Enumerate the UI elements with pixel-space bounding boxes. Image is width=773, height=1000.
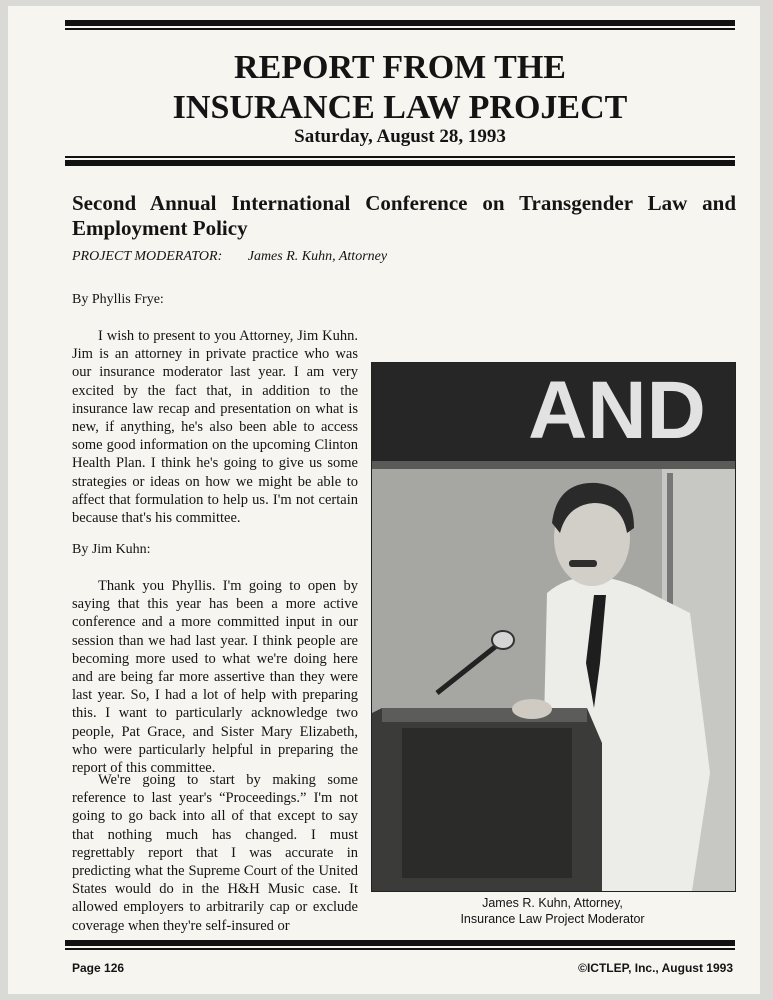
top-rule-thin xyxy=(65,28,735,30)
microphone xyxy=(492,631,514,649)
masthead-line-1: REPORT FROM THE xyxy=(234,49,566,86)
conference-title: Second Annual International Conference on Transgender Law and Employment Policy xyxy=(72,191,736,240)
document-page xyxy=(8,6,760,994)
page-number: Page 126 xyxy=(72,961,125,975)
article-paragraph-3 xyxy=(72,771,358,935)
footer-rule-thin xyxy=(65,948,735,950)
footer-rule xyxy=(65,940,735,946)
top-rule xyxy=(65,20,735,26)
byline-kuhn: By Jim Kuhn: xyxy=(72,542,151,557)
caption-line-2: Insurance Law Project Moderator xyxy=(460,912,645,926)
caption-line-1: James R. Kuhn, Attorney, xyxy=(482,896,623,910)
project-moderator xyxy=(72,249,387,265)
masthead-rule xyxy=(65,160,735,166)
article-paragraph-1 xyxy=(72,327,358,527)
photo-caption xyxy=(371,895,734,927)
paragraph-text: We're going to start by making some reference to last year's “Proceedings.” I'm not going to go back into all of that except to say that nothing much has changed. I must regrettably report that I was accurate in predicting what the Supreme Court of the United States would do in the H&H Music case. It allowed employers to arbitrarily cap or exclude coverage when they're self-insured or xyxy=(72,772,358,934)
speaker-photo xyxy=(371,362,736,892)
banner-sign-text: AND xyxy=(528,365,706,456)
masthead-rule-thin xyxy=(65,156,735,158)
moderator-label: PROJECT MODERATOR: xyxy=(72,249,223,264)
moderator-name: James R. Kuhn, Attorney xyxy=(247,249,388,264)
copyright: ©ICTLEP, Inc., August 1993 xyxy=(578,961,733,975)
masthead-date: Saturday, August 28, 1993 xyxy=(294,126,506,147)
paragraph-text: Thank you Phyllis. I'm going to open by saying that this year has been a more active conference and a more committed input in our session than we had last year. I think people are becoming more used to what we're doing here and are being far more assertive than they were last year. So, I had a lot of help with preparing this. I want to particularly acknowledge two people, Pat Grace, and Sister Mary Elizabeth, who were particularly helpful in preparing the report of this committee. xyxy=(72,578,358,777)
masthead-line-2: INSURANCE LAW PROJECT xyxy=(172,89,628,126)
photo-illustration xyxy=(372,363,735,891)
paragraph-text: I wish to present to you Attorney, Jim Kuhn. Jim is an attorney in private practice who was our insurance moderator last year. I am very excited by the fact that, in addition to the insurance law recap and presentation on what is new, if anything, he's also been able to access some good information on the upcoming Clinton Health Plan. I think he's going to give us some strategies or ideas on how we might be able to affect that formulation to help us. I'm not certain because that's his committee. xyxy=(72,328,358,527)
byline-frye: By Phyllis Frye: xyxy=(72,292,164,307)
article-paragraph-2 xyxy=(72,577,358,777)
